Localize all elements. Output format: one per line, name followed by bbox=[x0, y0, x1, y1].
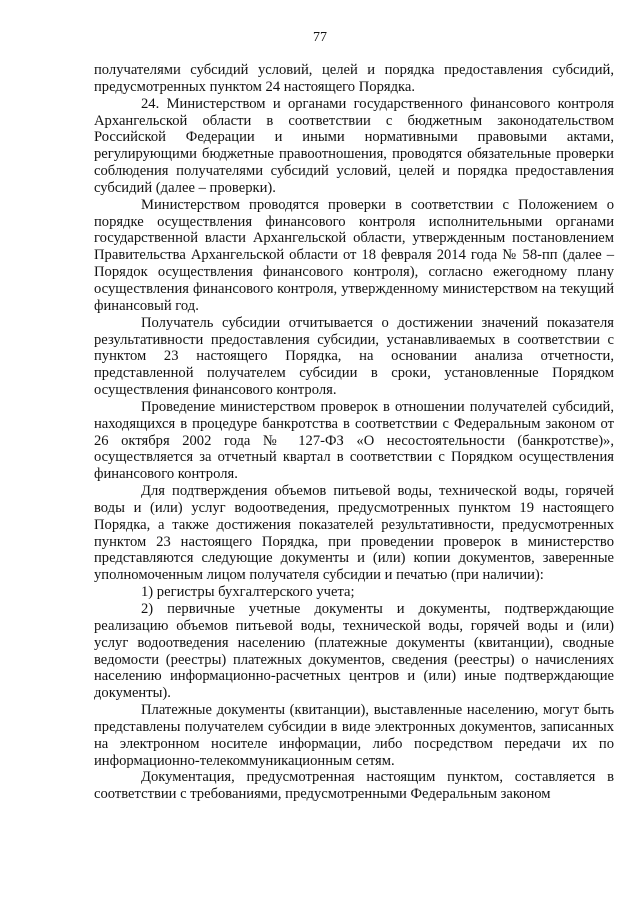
list-item-1: 1) регистры бухгалтерского учета; bbox=[141, 584, 355, 601]
paragraph-continuation: получателями субсидий условий, целей и порядка предоставления субсидий, предусмотренных пунктом 24 настоящего Порядка. bbox=[94, 62, 614, 95]
paragraph-item-24: 24. Министерством и органами государственного финансового контроля Архангельской области в соответствии с бюджетным законодательством Российской Федерации и иными нормативными правовыми актами, регулирующими бюджетные правоотношения, проводятся обязательные проверки соблюдения получателями субсидий условий, целей и порядка предоставления субсидий (далее – проверки). bbox=[94, 95, 614, 196]
paragraph-electronic-documents: Платежные документы (квитанции), выставленные населению, могут быть представлены получателем субсидии в виде электронных документов, записанных на электронном носителе информации, либо посредством передачи их по информационно-телекоммуникационным сетям. bbox=[94, 702, 614, 769]
list-item-2: 2) первичные учетные документы и документы, подтверждающие реализацию объемов питьевой воды, технической воды, горячей воды и (или) услуг водоотведения населению (платежные документы (квитанции), сводные ведомости (реестры) платежных документов, сведения (реестры) о начислениях населению информационно-расчетных центров и (или) иные подтверждающие документы). bbox=[94, 601, 614, 702]
paragraph-documentation: Документация, предусмотренная настоящим пунктом, составляется в соответствии с требованиями, предусмотренными Федеральным законом bbox=[94, 769, 614, 803]
paragraph-confirmation-documents: Для подтверждения объемов питьевой воды, технической воды, горячей воды и (или) услуг водоотведения, предусмотренных пунктом 19 настоящего Порядка, а также достижения показателей результативности, предусмотренных пунктом 23 настоящего Порядка, при проведении проверок в министерство представляются следующие документы и (или) копии документов, заверенные уполномоченным лицом получателя субсидии и печатью (при наличии): bbox=[94, 483, 614, 584]
paragraph-inspections-ministry: Министерством проводятся проверки в соответствии с Положением о порядке осуществления финансового контроля исполнительными органами государственной власти Архангельской области, утвержденным постановлением Правительства Архангельской области от 18 февраля 2014 года № 58-пп (далее – Порядок осуществления финансового контроля), согласно ежегодному плану осуществления финансового контроля, утвержденному министерством на текущий финансовый год. bbox=[94, 196, 614, 314]
document-body bbox=[94, 62, 614, 803]
page-number: 77 bbox=[313, 30, 327, 45]
paragraph-bankruptcy: Проведение министерством проверок в отношении получателей субсидий, находящихся в процедуре банкротства в соответствии с Федеральным законом от 26 октября 2002 года № 127-ФЗ «О несостоятельности (банкротстве)», осуществляется за отчетный квартал в соответствии с Порядком осуществления финансового контроля. bbox=[94, 398, 614, 483]
paragraph-reporting: Получатель субсидии отчитывается о достижении значений показателя результативности предоставления субсидии, устанавливаемых в соответствии с пунктом 23 настоящего Порядка, на основании анализа отчетности, представленной получателем субсидии в сроки, установленные Порядком осуществления финансового контроля. bbox=[94, 314, 614, 399]
